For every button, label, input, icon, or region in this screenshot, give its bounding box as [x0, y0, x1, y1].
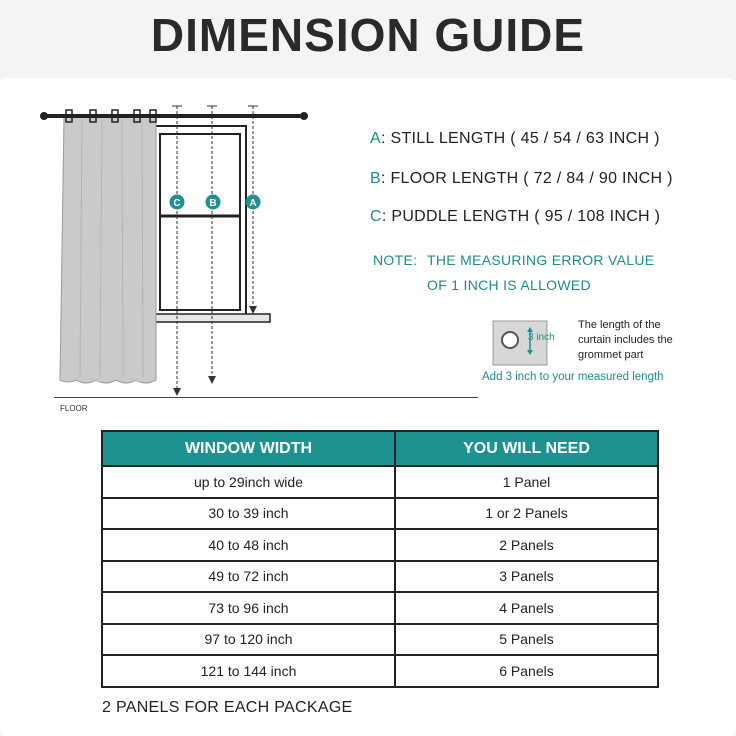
table-row [102, 592, 658, 624]
grommet-measure: 3 inch [528, 332, 555, 343]
window-width-cell: 121 to 144 inch [102, 655, 395, 687]
window-width-cell: up to 29inch wide [102, 466, 395, 498]
measurement-a-text: : STILL LENGTH ( 45 / 54 / 63 INCH ) [380, 130, 660, 147]
note-line-2: OF 1 INCH IS ALLOWED [427, 277, 591, 293]
table-row [102, 529, 658, 561]
table-row [102, 561, 658, 593]
measurement-c-key: C [370, 208, 382, 225]
measurement-c-text: : PUDDLE LENGTH ( 95 / 108 INCH ) [381, 208, 661, 225]
measurement-a-key: A [370, 130, 381, 147]
note-line-1: THE MEASURING ERROR VALUE [427, 252, 655, 268]
panels-cell: 2 Panels [395, 529, 658, 561]
window-width-cell: 97 to 120 inch [102, 624, 395, 656]
note [373, 248, 654, 298]
panel-guide-table [101, 430, 659, 688]
measurement-b-key: B [370, 170, 381, 187]
grommet-ring-icon [502, 332, 518, 348]
header-you-will-need: YOU WILL NEED [395, 431, 658, 466]
package-note: 2 PANELS FOR EACH PACKAGE [102, 699, 353, 716]
panels-cell: 4 Panels [395, 592, 658, 624]
window [146, 126, 270, 322]
panels-cell: 1 or 2 Panels [395, 498, 658, 530]
table-row [102, 655, 658, 687]
table-row [102, 466, 658, 498]
table-row [102, 498, 658, 530]
window-width-cell: 40 to 48 inch [102, 529, 395, 561]
header-window-width: WINDOW WIDTH [102, 431, 395, 466]
grommet-description: The length of the curtain includes the grommet part [578, 319, 673, 361]
measurement-c [370, 208, 660, 226]
page-title: DIMENSION GUIDE [150, 9, 586, 61]
window-width-cell: 73 to 96 inch [102, 592, 395, 624]
marker-a-label: A [249, 198, 257, 209]
window-width-cell: 30 to 39 inch [102, 498, 395, 530]
floor-label: FLOOR [60, 404, 88, 413]
grommet-add-note: Add 3 inch to your measured length [482, 371, 664, 383]
window-sill [146, 314, 270, 322]
measurement-a [370, 130, 660, 148]
marker-c-label: C [173, 198, 181, 209]
measurement-b [370, 170, 673, 188]
curtain [60, 116, 156, 383]
grommet-inset [492, 320, 548, 366]
panels-cell: 1 Panel [395, 466, 658, 498]
marker-b-label: B [209, 198, 217, 209]
panels-cell: 3 Panels [395, 561, 658, 593]
measure-line-a [246, 106, 261, 314]
table-header-row [102, 431, 658, 466]
note-label: NOTE: [373, 252, 418, 268]
measurement-b-text: : FLOOR LENGTH ( 72 / 84 / 90 INCH ) [380, 170, 673, 187]
panels-cell: 5 Panels [395, 624, 658, 656]
floor-line [54, 397, 478, 398]
window-width-cell: 49 to 72 inch [102, 561, 395, 593]
table-row [102, 624, 658, 656]
panels-cell: 6 Panels [395, 655, 658, 687]
